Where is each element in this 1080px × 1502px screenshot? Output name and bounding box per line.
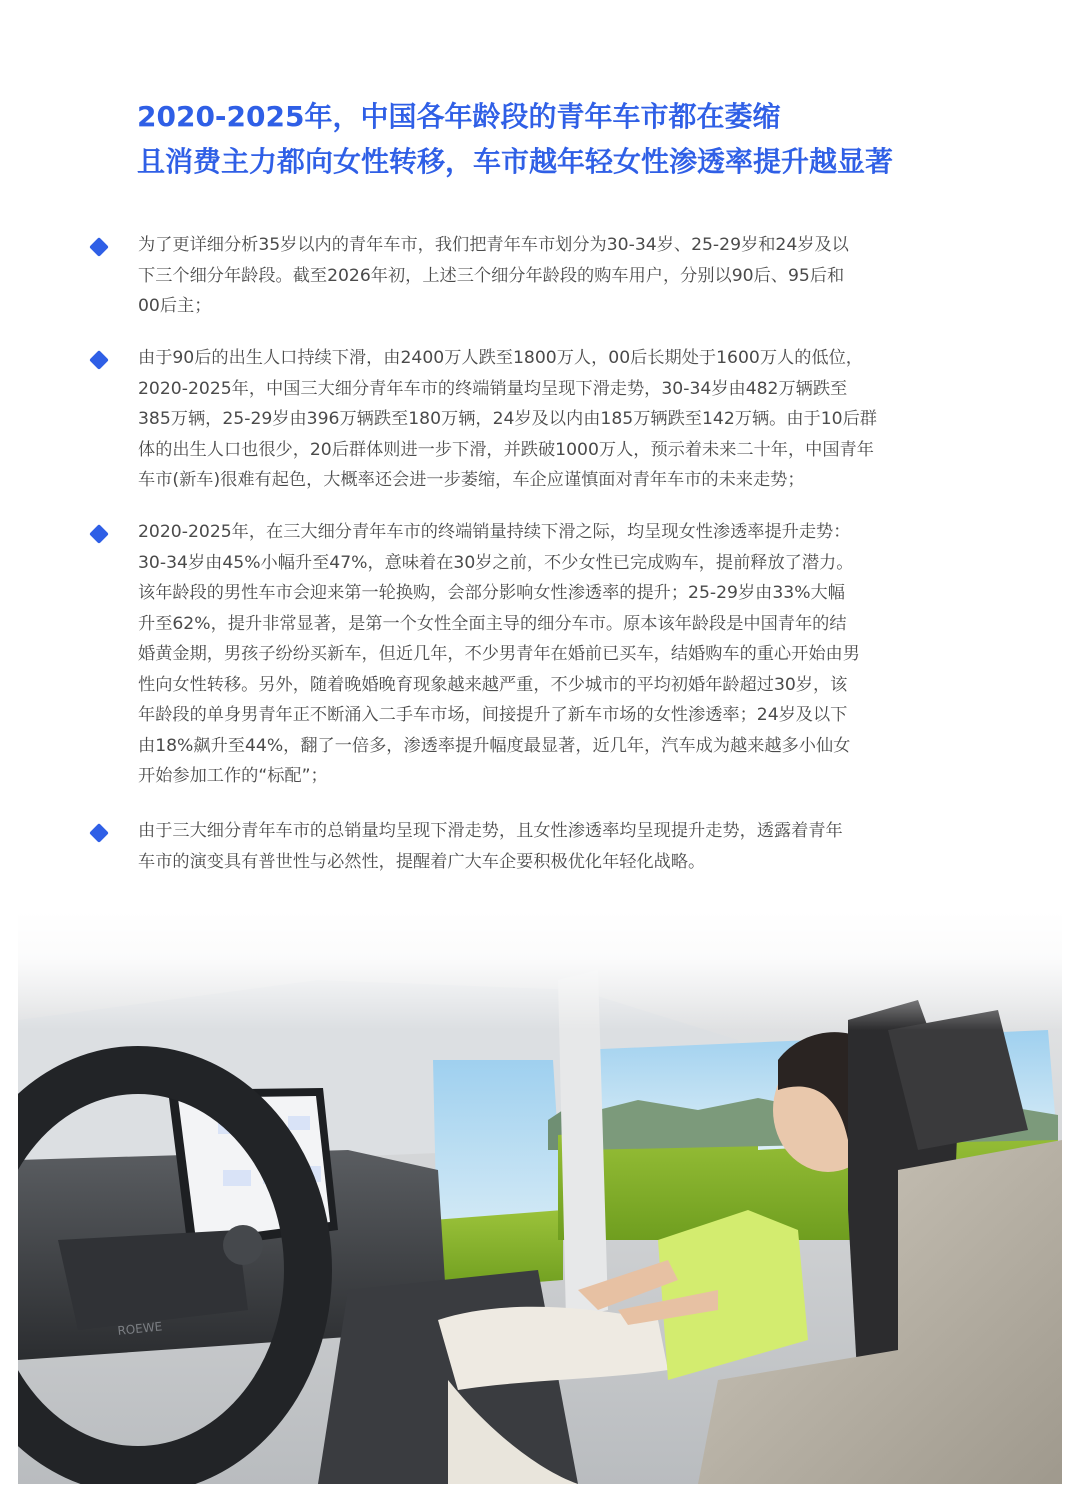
text-line: 车市的演变具有普世性与必然性，提醒着广大车企要积极优化年轻化战略。 (138, 851, 706, 872)
text-line: 2020-2025年，中国三大细分青年车市的终端销量均呈现下滑走势，30-34岁由482万辆跌至 (138, 378, 848, 399)
bullet-text (138, 517, 948, 792)
text-line: 婚黄金期，男孩子纷纷买新车，但近几年，不少男青年在婚前已买车，结婚购车的重心开始由男 (138, 644, 860, 664)
diamond-bullet-icon (89, 237, 109, 257)
text-line: 车市(新车)很难有起色，大概率还会进一步萎缩，车企应谨慎面对青年车市的未来走势； (138, 470, 805, 490)
title-line-2: 且消费主力都向女性转移，车市越年轻女性渗透率提升越显著 (137, 145, 894, 178)
text-line: 升至62%，提升非常显著，是第一个女性全面主导的细分车市。原本该年龄段是中国青年的结 (138, 613, 847, 634)
bullet-text (138, 343, 948, 496)
steering-wheel-logo: ROEWE (116, 1319, 163, 1338)
diamond-bullet-icon (89, 823, 109, 843)
text-line: 由于90后的出生人口持续下滑，由2400万人跌至1800万人，00后长期处于1600万人的低位， (138, 348, 863, 368)
text-line: 由于三大细分青年车市的总销量均呈现下滑走势，且女性渗透率均呈现提升走势，透露着青年 (138, 821, 843, 841)
bullet-text (138, 816, 948, 877)
diamond-bullet-icon (89, 350, 109, 370)
text-line: 30-34岁由45%小幅升至47%，意味着在30岁之前，不少女性已完成购车，提前释放了潜力。 (138, 552, 854, 573)
page-title (137, 94, 997, 184)
text-line: 00后主； (138, 296, 212, 316)
text-line: 该年龄段的男性车市会迎来第一轮换购，会部分影响女性渗透率的提升；25-29岁由33%大幅 (138, 583, 845, 603)
bullet-text (138, 230, 948, 322)
title-line-1: 2020-2025年，中国各年龄段的青年车市都在萎缩 (137, 100, 781, 133)
photo-top-fade (18, 910, 1062, 1030)
text-line: 年龄段的单身男青年正不断涌入二手车市场，间接提升了新车市场的女性渗透率；24岁及以下 (138, 705, 848, 725)
text-line: 为了更详细分析35岁以内的青年车市，我们把青年车市划分为30-34岁、25-29岁和24岁及以 (138, 235, 849, 255)
text-line: 由18%飙升至44%，翻了一倍多，渗透率提升幅度最显著，近几年，汽车成为越来越多小仙女 (138, 735, 851, 756)
text-line: 2020-2025年，在三大细分青年车市的终端销量持续下滑之际，均呈现女性渗透率提升走势： (138, 522, 851, 542)
text-line: 下三个细分年龄段。截至2026年初，上述三个细分年龄段的购车用户，分别以90后、95后和 (138, 265, 845, 286)
text-line: 体的出生人口也很少，20后群体则进一步下滑，并跌破1000万人，预示着未来二十年，中国青年 (138, 439, 874, 460)
diamond-bullet-icon (89, 524, 109, 544)
text-line: 开始参加工作的“标配”； (138, 766, 328, 786)
car-interior-photo (18, 910, 1062, 1484)
text-line: 性向女性转移。另外，随着晚婚晚育现象越来越严重，不少城市的平均初婚年龄超过30岁，该 (138, 674, 848, 695)
text-line: 385万辆，25-29岁由396万辆跌至180万辆，24岁及以内由185万辆跌至142万辆。由于10后群 (138, 409, 877, 429)
